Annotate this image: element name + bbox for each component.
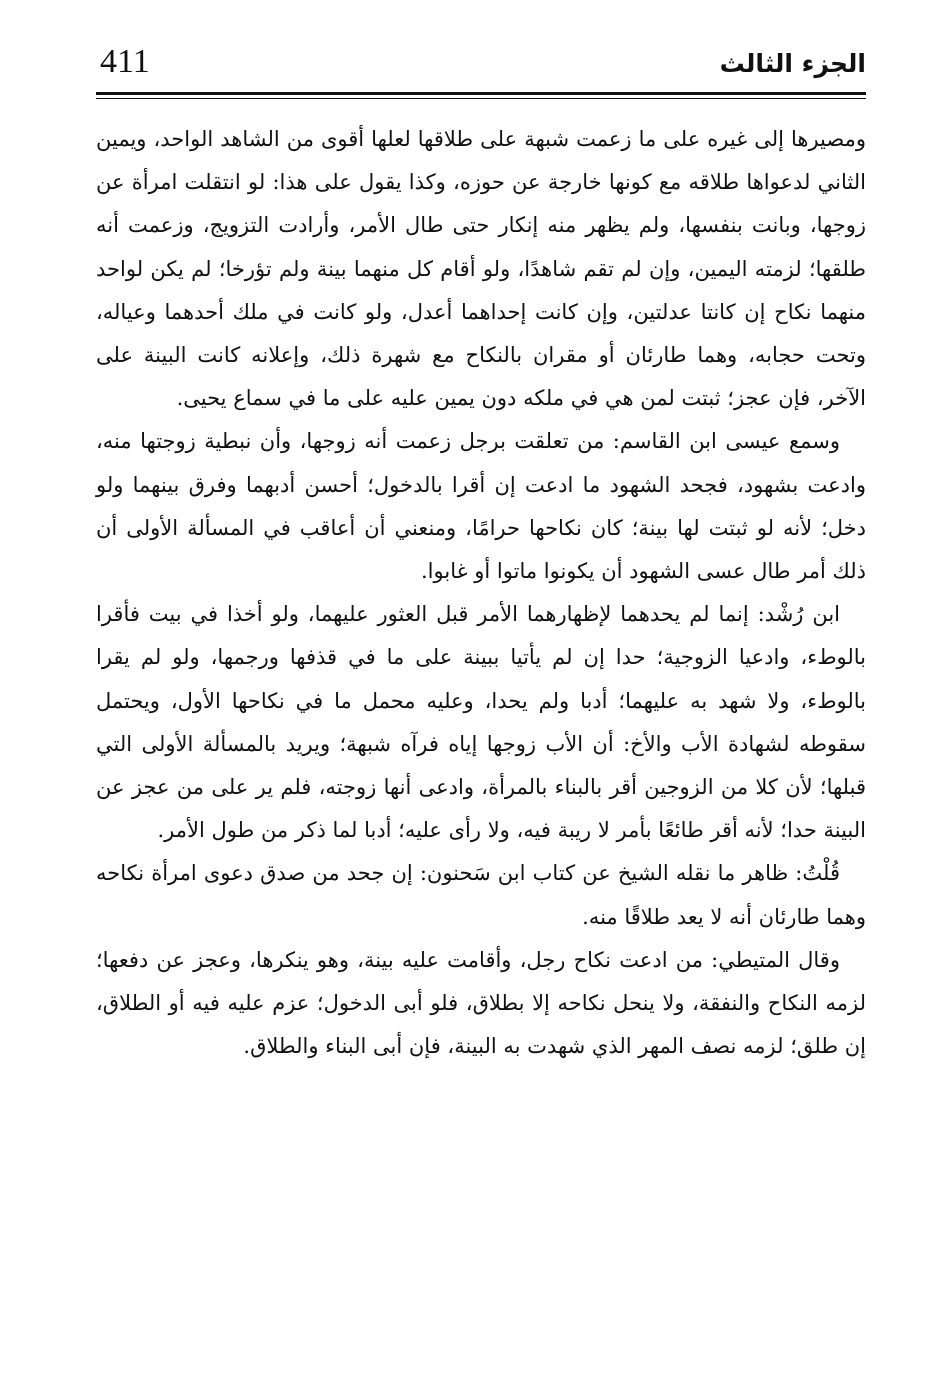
paragraph-2: وسمع عيسى ابن القاسم: من تعلقت برجل زعمت أنه زوجها، وأن نبطية زوجتها منه، وادعت بشهود، فجحد الشهود ما ادعت إن أقرا بالدخول؛ أحسن أدبهما وفرق بينهما ولو دخل؛ لأنه لو ثبتت لها بينة؛ كان نكاحها حرامًا، ومنعني أن أعاقب في المسألة الأولى أن ذلك أمر طال عسى الشهود أن يكونوا ماتوا أو غابوا. (96, 429, 866, 584)
header-rule-thin (96, 98, 866, 99)
page-header (96, 38, 866, 94)
paragraph-1: ومصيرها إلى غيره على ما زعمت شبهة على طلاقها لعلها أقوى من الشاهد الواحد، ويمين الثاني لدعواها طلاقه مع كونها خارجة عن حوزه، وكذا يقول على هذا: لو انتقلت امرأة عن زوجها، وبانت بنفسها، ولم يظهر منه إنكار حتى طال الأمر، وأرادت التزويج، وزعمت أنه طلقها؛ لزمته اليمين، وإن لم تقم شاهدًا، ولو أقام كل منهما بينة ولم تؤرخا؛ لم يكن لواحد منهما نكاح إن كانتا عدلتين، وإن كانت إحداهما أعدل، ولو كانت في ملك أحدهما وعياله، وتحت حجابه، وهما طارئان أو مقران بالنكاح مع شهرة ذلك، وإعلانه كانت البينة على الآخر، فإن عجز؛ ثبتت لمن هي في ملكه دون يمين عليه على ما في سماع يحيى. (96, 127, 866, 411)
paragraph-4: قُلْتُ: ظاهر ما نقله الشيخ عن كتاب ابن سَحنون: إن جحد من صدق دعوى امرأة نكاحه وهما طارئان أنه لا يعد طلاقًا منه. (96, 861, 866, 929)
body-text (96, 118, 866, 1068)
page-number: 411 (100, 43, 150, 80)
paragraph-5: وقال المتيطي: من ادعت نكاح رجل، وأقامت عليه بينة، وهو ينكرها، وعجز عن دفعها؛ لزمه النكاح والنفقة، ولا ينحل نكاحه إلا بطلاق، فلو أبى الدخول؛ عزم عليه فيه أو الطلاق، إن طلق؛ لزمه نصف المهر الذي شهدت به البينة، فإن أبى البناء والطلاق. (96, 947, 866, 1059)
paragraph-3: ابن رُشْد: إنما لم يحدهما لإظهارهما الأمر قبل العثور عليهما، ولو أخذا في بيت فأقرا بالوطء، وادعيا الزوجية؛ حدا إن لم يأتيا ببينة على ما في قذفها ورجمها، ولو لم يقرا بالوطء، ولا شهد به عليهما؛ أدبا ولم يحدا، وعليه محمل ما في نكاحها الأول، ويحتمل سقوطه لشهادة الأب والأخ: أن الأب زوجها إياه فرآه شبهة؛ ويريد بالمسألة الأولى التي قبلها؛ لأن كلا من الزوجين أقر بالبناء بالمرأة، وادعى أنها زوجته، فلم ير على من عجز عن البينة حدا؛ لأنه أقر طائعًا بأمر لا ريبة فيه، ولا رأى عليه؛ أدبا لما ذكر من طول الأمر. (96, 602, 866, 843)
header-rule-thick (96, 92, 866, 95)
running-title: الجزء الثالث (719, 49, 866, 78)
